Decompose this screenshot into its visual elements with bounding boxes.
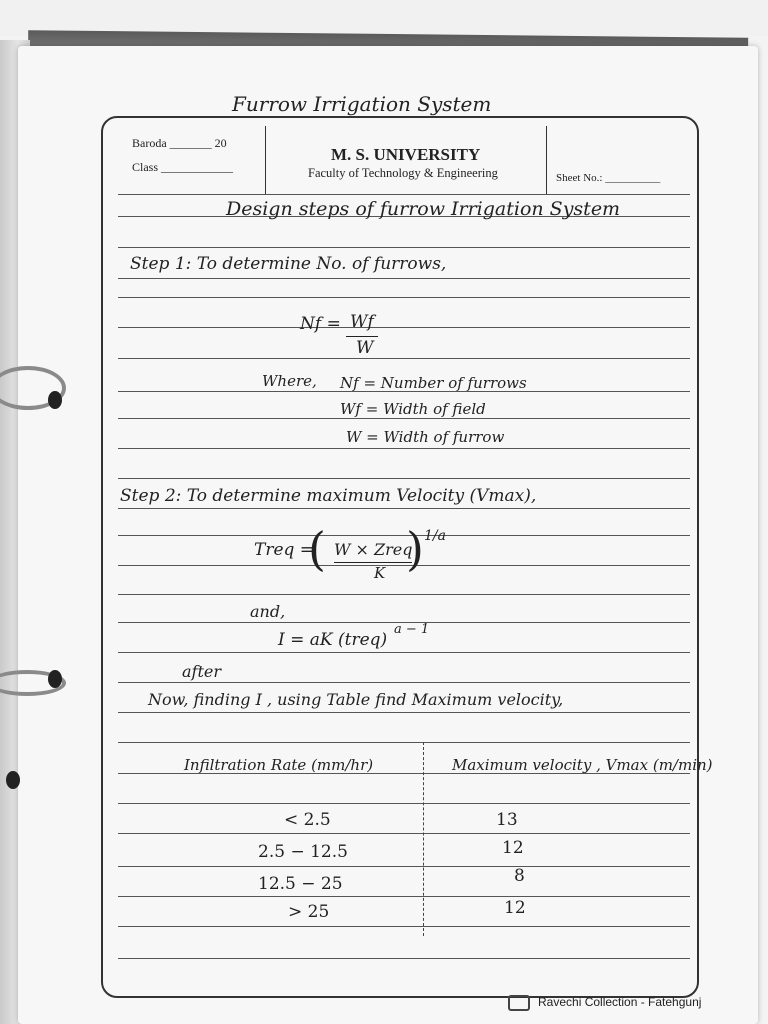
ruled-line <box>118 278 690 279</box>
formula1-numerator: Wf <box>350 312 374 332</box>
baroda-field: Baroda _______ 20 <box>132 136 227 150</box>
table-header-infiltration: Infiltration Rate (mm/hr) <box>184 756 374 774</box>
ruled-line <box>118 958 690 959</box>
class-field: Class ____________ <box>132 160 234 174</box>
formula2-denominator: K <box>374 564 386 582</box>
formula2-numerator: W × Zreq <box>334 540 413 559</box>
formula3: I = aK (treq) <box>278 630 388 650</box>
ruled-line <box>118 712 690 713</box>
ruled-line <box>118 358 690 359</box>
ruled-line <box>118 833 690 834</box>
footer-text: Ravechi Collection - Fatehgunj <box>538 995 702 1010</box>
table-cell-vmax: 8 <box>514 866 525 886</box>
where-label: Where, <box>262 372 317 390</box>
now-line: Now, finding I , using Table find Maximum velocity, <box>148 690 564 709</box>
ruled-line <box>118 652 690 653</box>
ruled-line <box>118 297 690 298</box>
definition-w: W = Width of furrow <box>346 428 505 446</box>
ruled-line <box>118 327 690 328</box>
design-heading: Design steps of furrow Irrigation System <box>226 198 621 220</box>
formula3-exponent: a − 1 <box>394 622 430 637</box>
table-cell-rate: > 25 <box>288 902 330 922</box>
after-insert: after <box>182 662 222 681</box>
ravechi-logo-icon <box>508 995 530 1011</box>
punch-hole <box>48 670 62 688</box>
header-divider <box>546 126 547 194</box>
header-divider <box>265 126 266 194</box>
ruled-line <box>118 508 690 509</box>
footer-watermark <box>508 995 701 1011</box>
ruled-line <box>118 418 690 419</box>
formula2-lhs: Treq = <box>254 540 315 560</box>
punch-hole <box>6 771 20 789</box>
formula2-fraction-bar <box>334 562 412 563</box>
formula1-denominator: W <box>356 338 374 358</box>
table-cell-rate: 2.5 − 12.5 <box>258 842 348 862</box>
formula2-right-paren: ) <box>406 522 424 576</box>
ruled-line <box>118 682 690 683</box>
table-cell-vmax: 12 <box>504 898 526 918</box>
table-cell-vmax: 12 <box>502 838 524 858</box>
ruled-line <box>118 448 690 449</box>
table-column-divider <box>423 742 425 936</box>
definition-wf: Wf = Width of field <box>340 400 486 418</box>
and-label: and, <box>250 602 286 621</box>
table-cell-rate: < 2.5 <box>284 810 331 830</box>
ruled-line <box>118 926 690 927</box>
table-cell-vmax: 13 <box>496 810 518 830</box>
ruled-line <box>118 565 690 566</box>
formula2-exponent: 1/a <box>424 528 446 544</box>
table-cell-rate: 12.5 − 25 <box>258 874 343 894</box>
formula1-lhs: Nf = <box>300 314 341 334</box>
formula2-left-paren: ( <box>308 522 326 576</box>
punch-hole <box>48 391 62 409</box>
faculty-name: Faculty of Technology & Engineering <box>308 166 498 180</box>
university-name: M. S. UNIVERSITY <box>331 145 481 164</box>
ruled-line <box>118 896 690 897</box>
table-header-max-velocity: Maximum velocity , Vmax (m/min) <box>452 756 713 774</box>
ruled-line <box>118 478 690 479</box>
ruled-line <box>118 594 690 595</box>
formula1-fraction-bar <box>346 336 378 337</box>
ruled-line <box>118 866 690 867</box>
ruled-line <box>118 247 690 248</box>
definition-nf: Nf = Number of furrows <box>340 374 527 392</box>
ruled-line <box>118 803 690 804</box>
ruled-line <box>118 742 690 743</box>
ruled-line <box>118 535 690 536</box>
ruled-line <box>118 194 690 195</box>
step2-text: Step 2: To determine maximum Velocity (Vmax), <box>120 486 537 506</box>
sheet-number-field: Sheet No.: __________ <box>556 172 661 184</box>
step1-text: Step 1: To determine No. of furrows, <box>130 254 447 274</box>
handwritten-title: Furrow Irrigation System <box>232 92 492 116</box>
